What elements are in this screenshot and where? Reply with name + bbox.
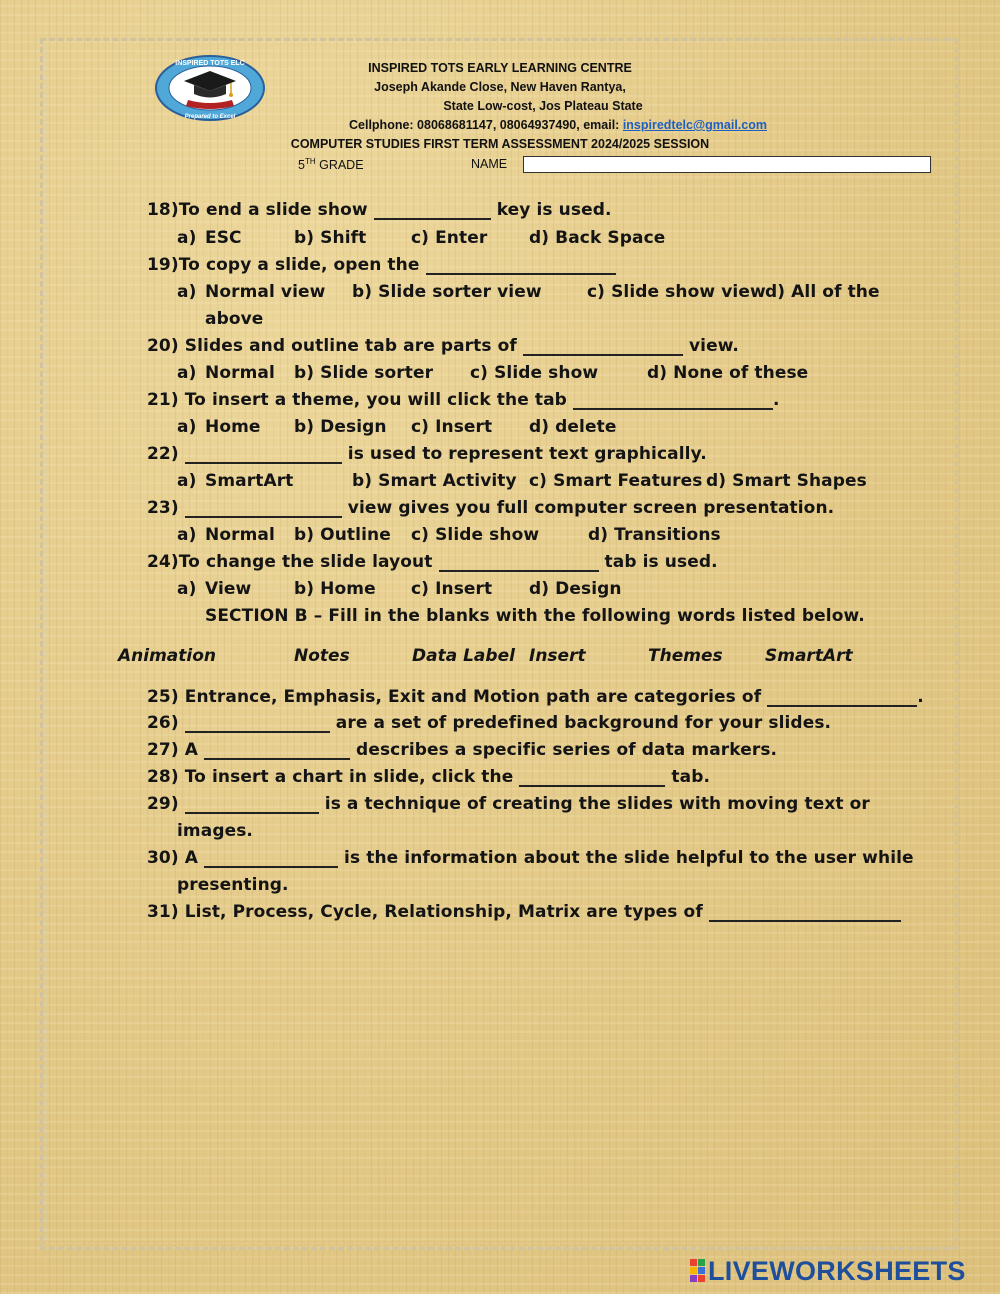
- answer-blank-28[interactable]: [519, 769, 665, 787]
- name-input[interactable]: [523, 156, 931, 173]
- option-b[interactable]: b) Design: [294, 417, 387, 437]
- option-label: a): [177, 282, 197, 302]
- answer-blank-30[interactable]: [204, 850, 338, 868]
- word-data-label: Data Label: [412, 646, 515, 666]
- question-29-continued: images.: [177, 821, 253, 841]
- answer-blank-27[interactable]: [204, 742, 350, 760]
- word-smartart: SmartArt: [765, 646, 853, 666]
- question-28: 28) To insert a chart in slide, click the tab.: [147, 767, 711, 787]
- word-animation: Animation: [118, 646, 217, 666]
- question-21: 21) To insert a theme, you will click the tab .: [147, 390, 780, 410]
- option-a[interactable]: ESC: [205, 228, 242, 248]
- liveworksheets-icon: [690, 1259, 706, 1283]
- question-30: 30) A is the information about the slide helpful to the user while: [147, 848, 914, 868]
- liveworksheets-text: LIVEWORKSHEETS: [708, 1256, 966, 1286]
- contact-prefix: Cellphone: 08068681147, 08064937490, email:: [349, 118, 623, 132]
- option-b[interactable]: b) Home: [294, 579, 376, 599]
- option-d[interactable]: d) Transitions: [588, 525, 721, 545]
- contact-line: [58, 118, 1000, 132]
- answer-blank-29[interactable]: [185, 796, 319, 814]
- option-c[interactable]: c) Slide show: [470, 363, 599, 383]
- question-24: 24)To change the slide layout tab is used.: [147, 552, 718, 572]
- word-notes: Notes: [294, 646, 350, 666]
- liveworksheets-logo: [690, 1256, 966, 1284]
- question-20: 20) Slides and outline tab are parts of view.: [147, 336, 739, 356]
- answer-blank-24[interactable]: [439, 554, 599, 572]
- page-border-inner: [46, 44, 952, 1244]
- option-label: a): [177, 417, 197, 437]
- option-c[interactable]: c) Smart Features: [529, 471, 703, 491]
- address-line-2: State Low-cost, Jos Plateau State: [443, 99, 643, 113]
- option-c[interactable]: c) Slide show: [411, 525, 540, 545]
- option-d-continued: above: [205, 309, 264, 329]
- grade-label: 5TH GRADE: [298, 157, 364, 173]
- option-a[interactable]: Normal: [205, 363, 275, 383]
- option-a[interactable]: View: [205, 579, 252, 599]
- option-label: a): [177, 471, 197, 491]
- answer-blank-25[interactable]: [767, 689, 917, 707]
- option-d[interactable]: d) Design: [529, 579, 622, 599]
- option-d[interactable]: d) delete: [529, 417, 617, 437]
- question-23: 23) view gives you full computer screen presentation.: [147, 498, 835, 518]
- logo-top-text: INSPIRED TOTS ELC: [175, 60, 245, 67]
- option-label: a): [177, 228, 197, 248]
- option-b[interactable]: b) Slide sorter: [294, 363, 434, 383]
- option-a[interactable]: SmartArt: [205, 471, 294, 491]
- option-b[interactable]: b) Slide sorter view: [352, 282, 542, 302]
- answer-blank-26[interactable]: [185, 715, 330, 733]
- question-19: 19)To copy a slide, open the: [147, 255, 616, 275]
- option-c[interactable]: c) Slide show view: [587, 282, 766, 302]
- answer-blank-21[interactable]: [573, 392, 773, 410]
- option-a[interactable]: Home: [205, 417, 261, 437]
- answer-blank-19[interactable]: [426, 257, 616, 275]
- option-b[interactable]: b) Shift: [294, 228, 367, 248]
- question-29: 29) is a technique of creating the slides with moving text or: [147, 794, 870, 814]
- question-31: 31) List, Process, Cycle, Relationship, Matrix are types of: [147, 902, 901, 922]
- question-27: 27) A describes a specific series of data markers.: [147, 740, 778, 760]
- option-label: a): [177, 363, 197, 383]
- option-c[interactable]: c) Insert: [411, 417, 493, 437]
- question-22: 22) is used to represent text graphically.: [147, 444, 707, 464]
- option-b[interactable]: b) Outline: [294, 525, 391, 545]
- name-label: NAME: [471, 157, 508, 171]
- option-c[interactable]: c) Insert: [411, 579, 493, 599]
- question-30-continued: presenting.: [177, 875, 289, 895]
- address-line-1: Joseph Akande Close, New Haven Rantya,: [374, 80, 626, 94]
- answer-blank-31[interactable]: [709, 904, 901, 922]
- option-d[interactable]: d) None of these: [647, 363, 809, 383]
- option-label: a): [177, 525, 197, 545]
- answer-blank-22[interactable]: [185, 446, 342, 464]
- question-26: 26) are a set of predefined background for your slides.: [147, 713, 832, 733]
- section-b-title: SECTION B – Fill in the blanks with the following words listed below.: [205, 606, 865, 626]
- email-link[interactable]: inspiredtelc@gmail.com: [622, 118, 767, 132]
- option-c[interactable]: c) Enter: [411, 228, 488, 248]
- word-themes: Themes: [648, 646, 723, 666]
- option-a[interactable]: Normal: [205, 525, 275, 545]
- answer-blank-20[interactable]: [523, 338, 683, 356]
- option-d[interactable]: d) All of the: [765, 282, 880, 302]
- option-label: a): [177, 579, 197, 599]
- word-insert: Insert: [529, 646, 586, 666]
- answer-blank-23[interactable]: [185, 500, 342, 518]
- option-b[interactable]: b) Smart Activity: [352, 471, 517, 491]
- question-25: 25) Entrance, Emphasis, Exit and Motion path are categories of .: [147, 687, 924, 707]
- option-d[interactable]: d) Smart Shapes: [706, 471, 867, 491]
- school-name: INSPIRED TOTS EARLY LEARNING CENTRE: [368, 61, 632, 75]
- option-a[interactable]: Normal view: [205, 282, 326, 302]
- logo-bottom-text: Prepared to Excel: [184, 114, 236, 120]
- question-18: 18)To end a slide show key is used.: [147, 200, 612, 220]
- assessment-title: COMPUTER STUDIES FIRST TERM ASSESSMENT 2024/2025 SESSION: [290, 137, 710, 151]
- option-d[interactable]: d) Back Space: [529, 228, 666, 248]
- answer-blank-18[interactable]: [374, 202, 491, 220]
